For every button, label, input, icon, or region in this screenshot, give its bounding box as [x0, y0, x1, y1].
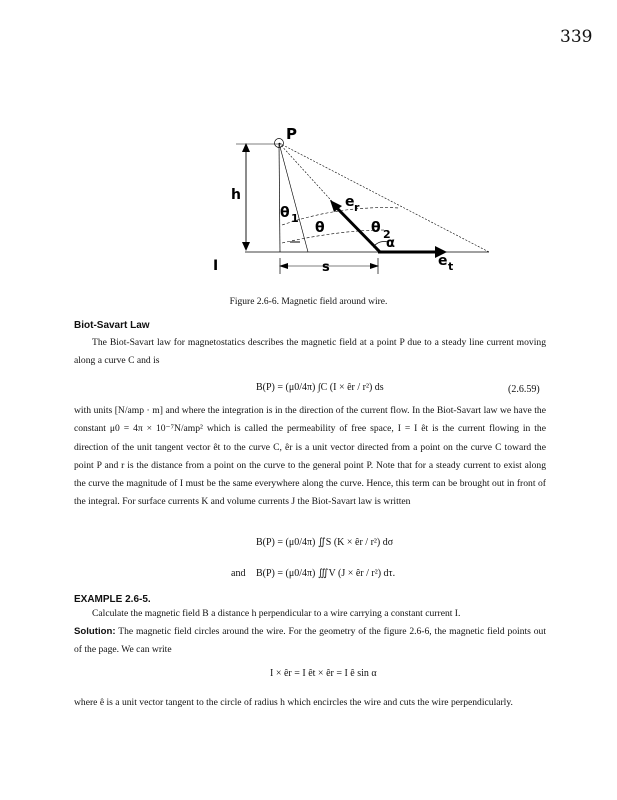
paragraph-3: where ê is a unit vector tangent to the circle of radius h which encircles the wire and cuts the wire perpendicularly.	[74, 697, 513, 708]
label-h: h	[231, 187, 241, 203]
label-theta2-sub: 2	[383, 228, 391, 241]
label-er-sub: r	[354, 201, 360, 214]
example-text: Calculate the magnetic field B a distance h perpendicular to a wire carrying a constant current I.	[92, 608, 461, 619]
solution-paragraph	[74, 623, 546, 660]
section-heading: Biot-Savart Law	[74, 320, 150, 331]
page-number: 339	[560, 27, 593, 47]
h-arrow-down	[242, 242, 250, 251]
equation-3-label: and	[231, 568, 246, 579]
label-theta1-sub: 1	[291, 212, 299, 225]
paragraph-2: with units [N/amp · m] and where the integration is in the direction of the current flow. In the Biot-Savart law we have the constant μ0 = 4π × 10⁻⁷N/amp² which is called the permeability of free space, I = I êt is the current flowing in the direction of the unit tangent vector êt to the curve C, êr is a unit vector directed from a point on the curve C toward the point P and r is the distance from a point on the curve to the general point P. Note that for a steady current to exist along the curve the magnitude of I must be the same everywhere along the curve. Hence, this term can be brought out in front of the integral. For surface currents K and volume currents J the Biot-Savart law is written	[74, 405, 546, 508]
label-theta1: θ	[280, 205, 290, 221]
wire-field-figure	[0, 0, 617, 300]
perpendicular-line	[279, 143, 280, 252]
h-arrow-up	[242, 143, 250, 152]
equation-3: B(P) = (μ0/4π) ∭V (J × êr / r²) dτ.	[256, 568, 396, 579]
label-p: P	[286, 125, 297, 143]
solution-label: Solution:	[74, 626, 116, 637]
label-er: e	[345, 194, 355, 210]
label-alpha: α	[386, 236, 395, 251]
label-i: I	[213, 258, 219, 274]
label-theta2: θ	[371, 220, 381, 236]
figure-caption: Figure 2.6-6. Magnetic field around wire.	[229, 297, 388, 307]
example-heading: EXAMPLE 2.6-5.	[74, 594, 151, 605]
equation-2: B(P) = (μ0/4π) ∬S (K × êr / r²) dσ	[256, 537, 394, 548]
equation-4: I × êr = I êt × êr = I ê sin α	[270, 668, 377, 679]
solution-text: The magnetic field circles around the wire. For the geometry of the figure 2.6-6, the magnetic field points out of the page. We can write	[74, 626, 546, 656]
paragraph-1: The Biot-Savart law for magnetostatics describes the magnetic field at a point P due to a steady line current moving along a curve C and is	[74, 337, 546, 367]
label-theta: θ	[315, 220, 325, 236]
label-et: e	[438, 253, 448, 269]
equation-1-number: (2.6.59)	[508, 384, 540, 395]
equation-1: B(P) = (μ0/4π) ∫C (I × êr / r²) ds	[256, 382, 384, 393]
label-et-sub: t	[448, 260, 454, 273]
label-s: s	[322, 260, 330, 275]
